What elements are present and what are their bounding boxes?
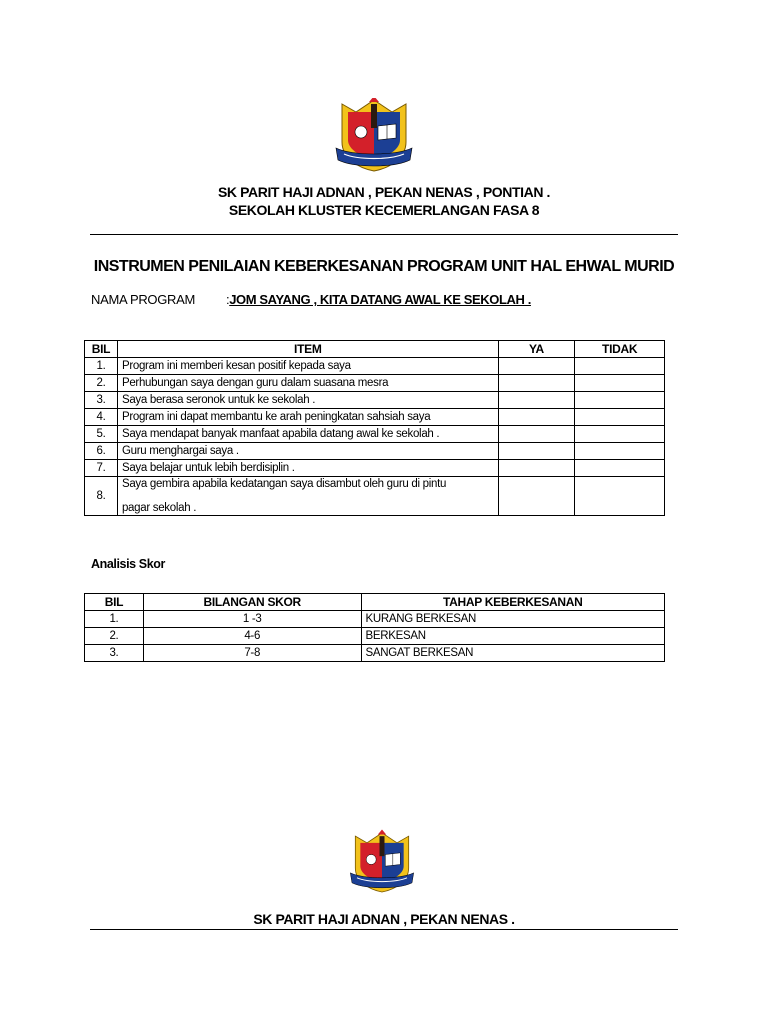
table-row: [85, 628, 665, 645]
ya-checkbox-cell[interactable]: [498, 477, 575, 516]
header-tahap-keberkesanan: TAHAP KEBERKESANAN: [361, 594, 664, 611]
effectiveness-level: KURANG BERKESAN: [361, 611, 664, 628]
header-bil: BIL: [85, 341, 118, 358]
program-separator: :: [226, 292, 230, 307]
row-item: Program ini memberi kesan positif kepada saya: [117, 358, 498, 375]
row-item-line-2: pagar sekolah .: [121, 502, 197, 514]
tidak-checkbox-cell[interactable]: [575, 409, 665, 426]
ya-checkbox-cell[interactable]: [498, 392, 575, 409]
ya-checkbox-cell[interactable]: [498, 409, 575, 426]
header-bilangan-skor: BILANGAN SKOR: [143, 594, 361, 611]
analysis-heading: Analisis Skor: [91, 557, 165, 571]
row-item-line-1: Saya gembira apabila kedatangan saya disambut oleh guru di pintu: [121, 478, 447, 490]
row-item: [117, 477, 498, 516]
tidak-checkbox-cell[interactable]: [575, 375, 665, 392]
ya-checkbox-cell[interactable]: [498, 443, 575, 460]
header-bil: BIL: [85, 594, 144, 611]
ya-checkbox-cell[interactable]: [498, 375, 575, 392]
tidak-checkbox-cell[interactable]: [575, 426, 665, 443]
table-row: [85, 426, 665, 443]
row-item: Perhubungan saya dengan guru dalam suasana mesra: [117, 375, 498, 392]
program-label: NAMA PROGRAM: [91, 292, 196, 307]
table-row: [85, 645, 665, 662]
tidak-checkbox-cell[interactable]: [575, 392, 665, 409]
header-tidak: TIDAK: [575, 341, 665, 358]
table-row: [85, 477, 665, 516]
row-item: Saya berasa seronok untuk ke sekolah .: [117, 392, 498, 409]
table-header-row: [85, 341, 665, 358]
tidak-checkbox-cell[interactable]: [575, 358, 665, 375]
row-number: 7.: [85, 460, 118, 477]
ya-checkbox-cell[interactable]: [498, 426, 575, 443]
score-range: 7-8: [143, 645, 361, 662]
tidak-checkbox-cell[interactable]: [575, 443, 665, 460]
ya-checkbox-cell[interactable]: [498, 358, 575, 375]
row-item: Saya mendapat banyak manfaat apabila datang awal ke sekolah .: [117, 426, 498, 443]
table-row: [85, 611, 665, 628]
school-name-heading: SK PARIT HAJI ADNAN , PEKAN NENAS , PONTIAN .: [217, 184, 551, 200]
table-row: [85, 443, 665, 460]
program-value-row: [226, 292, 531, 307]
table-row: [85, 375, 665, 392]
header-item: ITEM: [117, 341, 498, 358]
table-header-row: [85, 594, 665, 611]
table-row: [85, 460, 665, 477]
row-number: 1.: [85, 611, 144, 628]
row-number: 3.: [85, 392, 118, 409]
score-range: 1 -3: [143, 611, 361, 628]
table-row: [85, 392, 665, 409]
row-number: 1.: [85, 358, 118, 375]
header-divider: [90, 234, 678, 235]
effectiveness-level: BERKESAN: [361, 628, 664, 645]
score-analysis-table: [84, 593, 665, 662]
effectiveness-level: SANGAT BERKESAN: [361, 645, 664, 662]
score-range: 4-6: [143, 628, 361, 645]
table-row: [85, 409, 665, 426]
school-crest-logo: [332, 98, 416, 172]
row-number: 4.: [85, 409, 118, 426]
row-number: 6.: [85, 443, 118, 460]
footer-school-name: SK PARIT HAJI ADNAN , PEKAN NENAS .: [253, 911, 515, 927]
school-crest-logo-footer: [347, 826, 417, 898]
row-number: 5.: [85, 426, 118, 443]
row-item: Saya belajar untuk lebih berdisiplin .: [117, 460, 498, 477]
program-name: JOM SAYANG , KITA DATANG AWAL KE SEKOLAH .: [229, 292, 531, 307]
evaluation-items-table: [84, 340, 665, 516]
cluster-subheading: SEKOLAH KLUSTER KECEMERLANGAN FASA 8: [228, 202, 540, 218]
row-number: 3.: [85, 645, 144, 662]
table-row: [85, 358, 665, 375]
tidak-checkbox-cell[interactable]: [575, 477, 665, 516]
row-number: 2.: [85, 628, 144, 645]
document-title: INSTRUMEN PENILAIAN KEBERKESANAN PROGRAM UNIT HAL EHWAL MURID: [93, 258, 675, 275]
header-ya: YA: [498, 341, 575, 358]
row-item: Program ini dapat membantu ke arah peningkatan sahsiah saya: [117, 409, 498, 426]
row-number: 8.: [85, 477, 118, 516]
row-item: Guru menghargai saya .: [117, 443, 498, 460]
tidak-checkbox-cell[interactable]: [575, 460, 665, 477]
footer-divider: [90, 929, 678, 930]
ya-checkbox-cell[interactable]: [498, 460, 575, 477]
row-number: 2.: [85, 375, 118, 392]
